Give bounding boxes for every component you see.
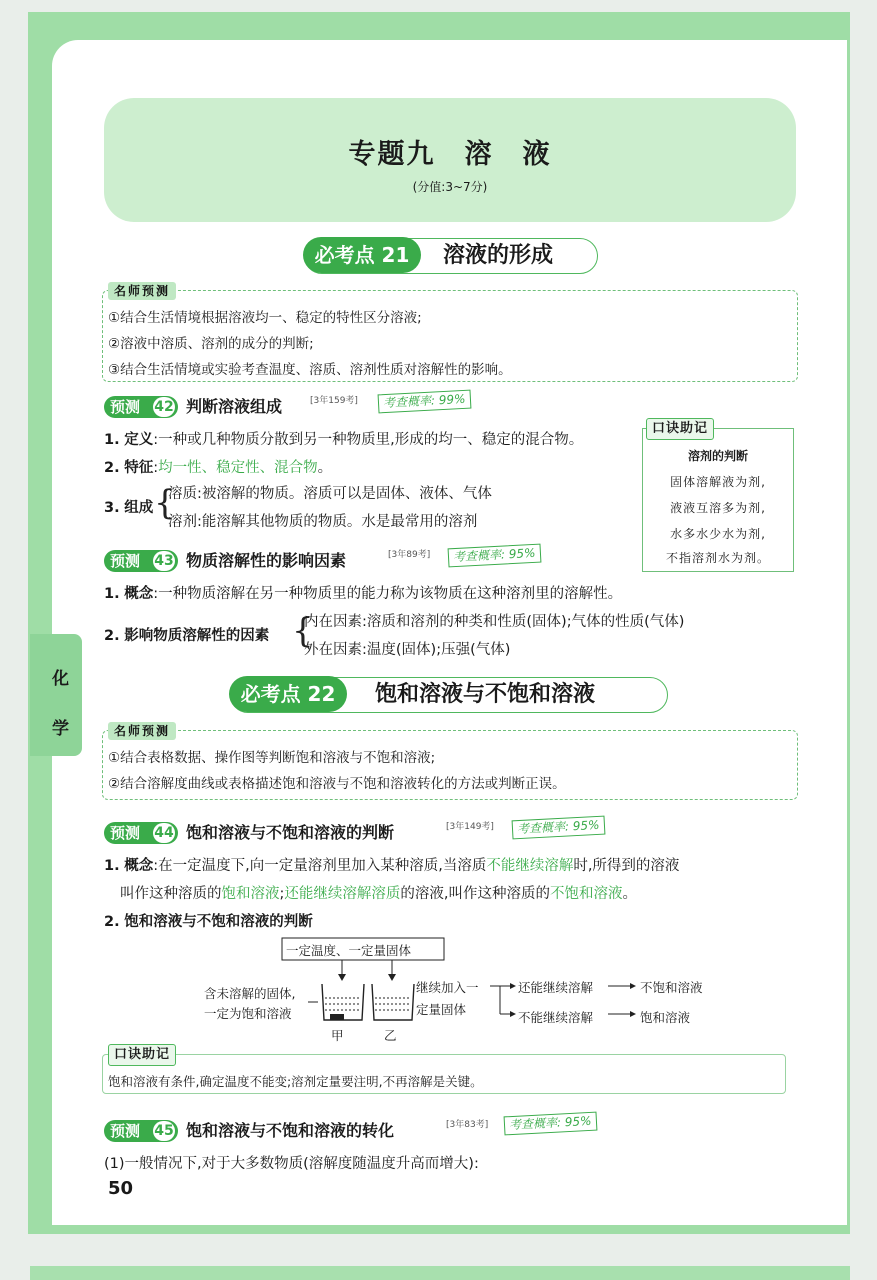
s42-features (104, 456, 332, 477)
item-heading: 概念 (124, 586, 154, 602)
diagram-arrowhead (630, 983, 636, 989)
item-heading: 概念 (124, 858, 154, 874)
item-text: :一种或几种物质分散到另一种物质里,形成的均一、稳定的混合物。 (153, 432, 584, 448)
diagram-saturated: 饱和溶液 (640, 1010, 691, 1025)
prediction-44-title: 饱和溶液与不饱和溶液的判断 (186, 823, 395, 842)
diagram-cannot-dissolve: 不能继续溶解 (518, 1010, 594, 1025)
diagram-arrowhead (510, 983, 516, 989)
prediction-45-title: 饱和溶液与不饱和溶液的转化 (186, 1121, 395, 1140)
prediction-badge (104, 550, 178, 572)
beaker-jia-label: 甲 (331, 1028, 344, 1043)
prediction-45-frequency: [3年83考] (446, 1120, 489, 1130)
s44-concept-line-1 (104, 854, 679, 875)
prediction-45-probability: 考查概率: 95% (504, 1112, 597, 1136)
brace: { (292, 611, 314, 651)
prediction-badge-label: 预测 (110, 552, 141, 570)
mnemonic-row: 液液互溶多为剂, (670, 501, 766, 515)
s44-judgement-heading (104, 910, 313, 931)
diagram-unsaturated: 不饱和溶液 (640, 980, 703, 995)
prediction-42-probability: 考查概率: 99% (378, 390, 471, 414)
key-point-21-label: 溶液的形成 (443, 243, 554, 268)
item-text: 的溶液,叫作这种溶质的 (400, 886, 550, 902)
key-point-21-banner (304, 238, 598, 274)
diagram-arrowhead (338, 974, 346, 981)
diagram-arrowhead (388, 974, 396, 981)
teacher-prediction-2-item: ②结合溶解度曲线或表格描述饱和溶液与不饱和溶液转化的方法或判断正误。 (108, 776, 566, 792)
s42-solute: 溶质:被溶解的物质。溶质可以是固体、液体、气体 (168, 486, 492, 502)
highlight-answer: 不饱和溶液 (550, 886, 623, 902)
s45-line-1: (1)一般情况下,对于大多数物质(溶解度随温度升高而增大): (104, 1156, 479, 1172)
teacher-prediction-1-item: ①结合生活情境根据溶液均一、稳定的特性区分溶液; (108, 310, 422, 326)
prediction-42-frequency: [3年159考] (310, 396, 358, 406)
side-tab-char-1: 化 (52, 669, 69, 689)
beaker-yi (372, 984, 414, 1020)
chapter-score-range: (分值:3~7分) (412, 180, 488, 194)
diagram-left-label-1: 含未溶解的固体, (204, 986, 296, 1001)
item-text: 。 (622, 886, 637, 902)
highlight-answer: 均一性、稳定性、混合物 (158, 460, 318, 476)
prediction-badge (104, 396, 178, 418)
s44-concept-line-2 (120, 882, 637, 903)
item-number: 1. (104, 586, 120, 602)
chapter-title: 专题九 溶 液 (348, 139, 552, 170)
next-page-edge (30, 1266, 850, 1280)
mnemonic-box-solvent (642, 428, 794, 572)
prediction-43-heading (104, 550, 504, 572)
prediction-badge (104, 822, 178, 844)
prediction-45-heading (104, 1120, 504, 1142)
page-number: 50 (108, 1178, 134, 1199)
prediction-number: 43 (154, 553, 174, 569)
mnemonic-row: 不指溶剂水为剂。 (665, 551, 770, 565)
highlight-answer: 还能继续溶解溶质 (284, 886, 401, 902)
prediction-number: 42 (154, 399, 174, 415)
chapter-header (104, 98, 796, 222)
item-colon: : (153, 460, 159, 476)
s42-definition (104, 428, 583, 449)
item-heading: 定义 (124, 432, 154, 448)
item-number: 2. (104, 628, 120, 644)
diagram-left-label-2: 一定为饱和溶液 (204, 1006, 292, 1021)
s43-internal-factors: 内在因素:溶质和溶剂的种类和性质(固体);气体的性质(气体) (304, 614, 685, 630)
s42-composition-label (104, 496, 153, 517)
subject-side-tab (30, 634, 82, 756)
key-point-22-pill: 必考点 22 (229, 676, 347, 712)
prediction-43-frequency: [3年89考] (388, 550, 431, 560)
item-number: 2. (104, 460, 120, 476)
mnemonic-tag: 口诀助记 (646, 418, 714, 440)
prediction-number: 45 (154, 1123, 174, 1139)
teacher-prediction-1-item: ③结合生活情境或实验考查温度、溶质、溶剂性质对溶解性的影响。 (108, 362, 512, 378)
highlight-answer: 饱和溶液 (221, 886, 280, 902)
prediction-43-probability: 考查概率: 95% (448, 544, 541, 568)
diagram-can-dissolve: 还能继续溶解 (518, 980, 594, 995)
item-text: ; (279, 886, 285, 902)
diagram-arrowhead (510, 1011, 516, 1017)
prediction-43-title: 物质溶解性的影响因素 (186, 551, 347, 570)
mnemonic-row: 水多水少水为剂, (670, 527, 766, 541)
highlight-answer: 不能继续溶解 (486, 858, 574, 874)
prediction-badge-label: 预测 (110, 1122, 141, 1140)
item-number: 1. (104, 858, 120, 874)
prediction-44-probability: 考查概率: 95% (512, 816, 605, 840)
diagram-mid-label-1: 继续加入一 (416, 980, 479, 995)
s43-factors-label (104, 624, 269, 645)
s43-concept (104, 582, 622, 603)
teacher-prediction-tag-1: 名师预测 (108, 282, 176, 300)
prediction-number: 44 (154, 825, 174, 841)
item-number: 3. (104, 500, 120, 516)
mnemonic-row: 固体溶解液为剂, (670, 475, 766, 489)
item-text: :一种物质溶解在另一种物质里的能力称为该物质在这种溶剂里的溶解性。 (153, 586, 623, 602)
item-heading: 饱和溶液与不饱和溶液的判断 (124, 914, 313, 930)
item-heading: 组成 (124, 500, 154, 516)
prediction-44-heading (104, 822, 504, 844)
item-heading: 影响物质溶解性的因素 (124, 628, 270, 644)
item-text: 叫作这种溶质的 (120, 886, 222, 902)
s43-external-factors: 外在因素:温度(固体);压强(气体) (304, 642, 511, 658)
key-point-21-pill: 必考点 21 (303, 237, 421, 273)
mnemonic-tag: 口诀助记 (108, 1044, 176, 1066)
beaker-jia (322, 984, 364, 1020)
item-text: 时,所得到的溶液 (573, 858, 680, 874)
mnemonic-saturation-text: 饱和溶液有条件,确定温度不能变;溶剂定量要注明,不再溶解是关键。 (108, 1074, 483, 1089)
item-number: 1. (104, 432, 120, 448)
item-text: :在一定温度下,向一定量溶剂里加入某种溶质,当溶质 (153, 858, 487, 874)
prediction-42-title: 判断溶液组成 (186, 397, 283, 416)
s42-solvent: 溶剂:能溶解其他物质的物质。水是最常用的溶剂 (168, 514, 478, 530)
prediction-badge-label: 预测 (110, 824, 141, 842)
diagram-arrowhead (630, 1011, 636, 1017)
key-point-22-banner (230, 677, 668, 713)
teacher-prediction-tag-2: 名师预测 (108, 722, 176, 740)
teacher-prediction-2-item: ①结合表格数据、操作图等判断饱和溶液与不饱和溶液; (108, 750, 436, 766)
item-end: 。 (317, 460, 333, 476)
prediction-44-frequency: [3年149考] (446, 822, 494, 832)
teacher-prediction-1-item: ②溶液中溶质、溶剂的成分的判断; (108, 336, 314, 352)
brace: { (154, 483, 176, 523)
item-heading: 特征 (124, 460, 154, 476)
key-point-22-label: 饱和溶液与不饱和溶液 (375, 682, 596, 707)
beaker-yi-label: 乙 (384, 1028, 397, 1043)
diagram-top-label: 一定温度、一定量固体 (286, 943, 412, 958)
side-tab-char-2: 学 (52, 719, 69, 739)
prediction-badge (104, 1120, 178, 1142)
diagram-mid-label-2: 定量固体 (416, 1002, 467, 1017)
mnemonic-caption: 溶剂的判断 (687, 449, 748, 463)
prediction-badge-label: 预测 (110, 398, 141, 416)
item-number: 2. (104, 914, 120, 930)
